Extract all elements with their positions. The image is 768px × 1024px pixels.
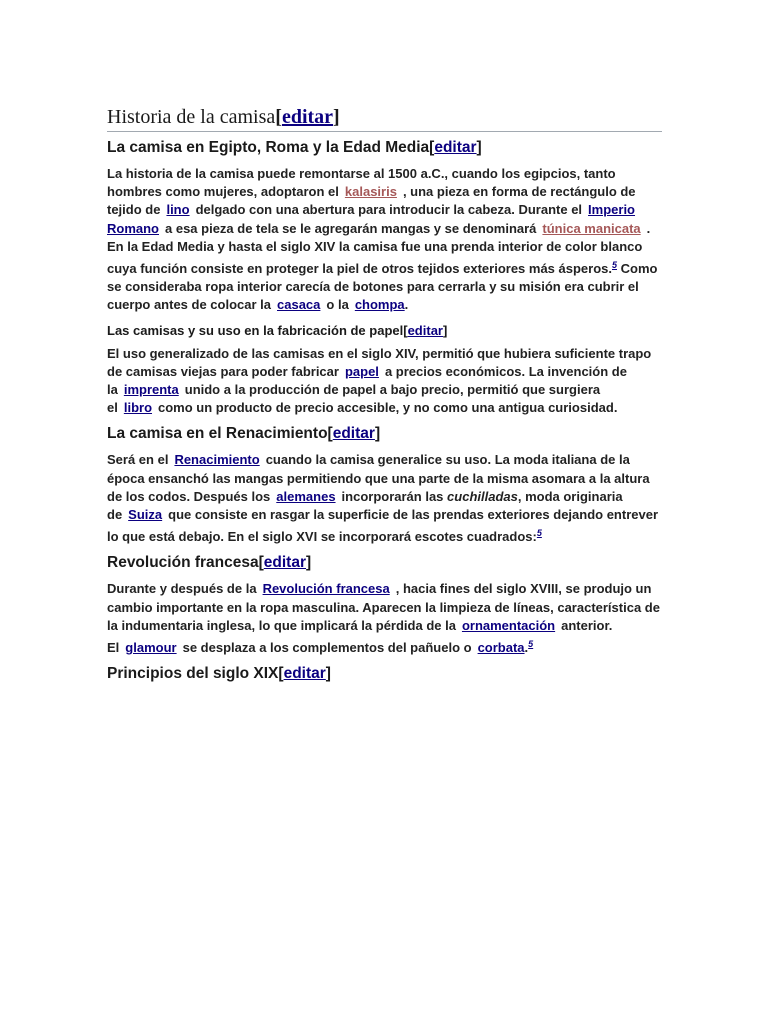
link-glamour[interactable]: glamour [125, 640, 177, 656]
edit-section-renacimiento-link[interactable]: editar [332, 425, 375, 443]
paragraph-egipto: La historia de la camisa puede remontarse al 1500 a.C., cuando los egipcios, tanto hombres como mujeres, adoptaron el kalasiris , una pieza en forma de rectángulo de tejido de lino delgado con una abertura para introducir la cabeza. Durante el Imperio Romano a esa pieza de tela se le agregarán mangas y se denominará túnica manicata . En la Edad Media y hasta el siglo XIV la camisa fue una prenda interior de color blanco cuya función consiste en proteger la piel de otros tejidos exteriores más ásperos.$^5$ Como se consideraba ropa interior carecía de botones para cerrarla y su misión era cubrir el cuerpo antes de colocar la casaca o la chompa. [107, 166, 658, 313]
reference-5-link-revolucion[interactable]: 5 [528, 639, 534, 650]
link-ornamentacion[interactable]: ornamentación [461, 617, 556, 633]
link-imperio-romano[interactable]: Imperio Romano [107, 202, 636, 236]
link-papel[interactable]: papel [344, 363, 379, 379]
reference-5-link-renacimiento[interactable]: 5 [536, 528, 542, 539]
link-kalasiris[interactable]: kalasiris [344, 184, 397, 200]
link-corbata[interactable]: corbata [477, 640, 525, 656]
article-title: Historia de la camisa[editar] [107, 106, 340, 128]
link-suiza[interactable]: Suiza [128, 507, 163, 523]
edit-section-siglo-xix-link[interactable]: editar [283, 665, 326, 683]
paragraph-revolucion: Durante y después de la Revolución francesa , hacia fines del siglo XVIII, se produjo un cambio importante en la ropa masculina. Aparecen la limpieza de líneas, característica de la indumentaria inglesa, lo que implicará la pérdida de la ornamentación anterior. El glamour se desplaza a los complementos del pañuelo o corbata.$^5$ [107, 581, 660, 656]
paragraph-renacimiento: Será en el Renacimiento cuando la camisa generalice su uso. La moda italiana de la época ensanchó las mangas permitiendo que una parte de la misma asomara a la altura de los codos. Después los alemanes incorporarán las cuchilladas, moda originaria de Suiza que consiste en rasgar la superficie de las prendas exteriores dejando entrever lo que está debajo. En el siglo XVI se incorporará escotes cuadrados:$^5$ [107, 452, 659, 545]
link-revolucion-francesa[interactable]: Revolución francesa [262, 581, 390, 597]
reference-5-link[interactable]: 5 [612, 260, 618, 271]
link-imprenta[interactable]: imprenta [123, 382, 179, 398]
link-libro[interactable]: libro [123, 400, 153, 416]
link-lino[interactable]: lino [166, 202, 190, 218]
section-heading-renacimiento: La camisa en el Renacimiento[editar] [107, 425, 381, 443]
edit-section-revolucion-link[interactable]: editar [263, 554, 306, 572]
paragraph-papel: El uso generalizado de las camisas en el siglo XIV, permitió que hubiera suficiente trapo de camisas viejas para poder fabricar papel a precios económicos. La invención de la imprenta unido a la producción de papel a bajo precio, permitió que surgiera el libro como un producto de precio accesible, y no como una antigua curiosidad. [107, 345, 652, 416]
link-tunica-manicata[interactable]: túnica manicata [542, 220, 641, 236]
section-heading-revolucion: Revolución francesa[editar] [107, 554, 312, 572]
section-heading-egipto: La camisa en Egipto, Roma y la Edad Media[editar] [107, 139, 482, 156]
edit-section-egipto-link[interactable]: editar [434, 139, 477, 156]
edit-title-link[interactable]: editar [281, 106, 334, 128]
link-renacimiento[interactable]: Renacimiento [174, 452, 260, 468]
term-cuchilladas: cuchilladas [447, 488, 518, 504]
article-title-bar [107, 104, 662, 132]
link-alemanes[interactable]: alemanes [276, 488, 336, 504]
section-heading-siglo-xix: Principios del siglo XIX[editar] [107, 665, 331, 683]
article-content [107, 104, 662, 691]
subsection-heading-papel: Las camisas y su uso en la fabricación de papel[editar] [107, 322, 448, 338]
link-casaca[interactable]: casaca [277, 297, 321, 313]
edit-subsection-papel-link[interactable]: editar [407, 322, 443, 338]
link-chompa[interactable]: chompa [354, 297, 405, 313]
